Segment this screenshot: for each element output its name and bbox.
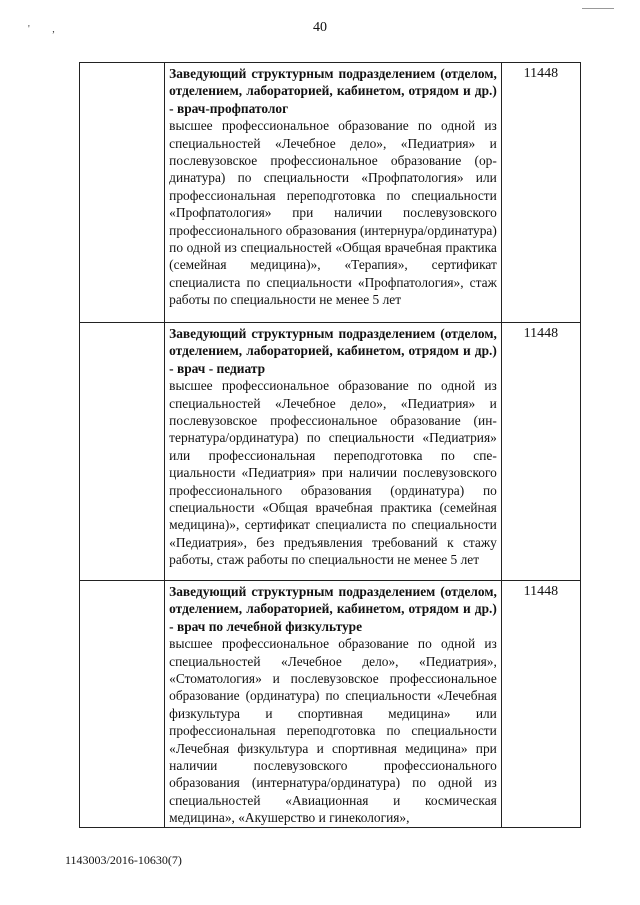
requirements-cell xyxy=(165,581,502,828)
code-cell xyxy=(501,581,580,828)
document-footer-id: 1143003/2016-10630(7) xyxy=(65,853,182,867)
requirements-text: высшее профессиональное образование по одной из специальностей «Лечебное дело», «Педиатрия» и послевузовское профессиональное образование (интернатура/ординатура) по специальности «Педиатрия» или профессиональная переподготовка по специальности «Педиатрия» при наличии послевузовского профессионального образования (ординатура) по специальности «Общая врачебная практика (семейная медицина)», сертификат специалиста по специальности «Педиатрия», без предъявления требований к стажу работы, стаж работы по специальности не менее 5 лет xyxy=(169,378,497,568)
table-row xyxy=(80,581,581,828)
qualification-table xyxy=(79,62,581,828)
position-code: 11448 xyxy=(523,66,559,81)
table-row xyxy=(80,323,581,581)
requirements-text: высшее профессиональное образование по одной из специальностей «Лечебное дело», «Педиатрия» и послевузовское профессиональное образование (ординатура) по специальности «Профпатология» или профессиональная переподготовка по специальности «Профпатология» при наличии послевузовского профессионального образования (интернура/ординатура) по одной из специальностей «Общая врачебная практика (семейная медицина)», «Терапия», сертификат специалиста по специальности «Профпатология», стаж работы по специальности не менее 5 лет xyxy=(169,118,497,308)
empty-cell xyxy=(80,323,165,581)
code-cell xyxy=(501,63,580,323)
corner-mark xyxy=(582,8,614,9)
requirements-text: высшее профессиональное образование по одной из специальностей «Лечебное дело», «Педиатрия», «Стоматология» и послевузовское профессиональное образование (ординатура) по специальности «Лечебная физкультура и спортивная медицина» или профессиональная переподготовка по специальности «Лечебная физкультура и спортивная медицина» при наличии послевузовского профессионального образования (интернатура/ординатура) по одной из специальностей «Авиационная и космическая медицина», «Акушерство и гинекология», xyxy=(169,636,497,826)
code-cell xyxy=(501,323,580,581)
position-code: 11448 xyxy=(523,326,559,341)
requirements-cell xyxy=(165,63,502,323)
position-title: Заведующий структурным подразделением (отделом, отделением, лабораторией, кабинетом, отрядом и др.) - врач-профпатолог xyxy=(169,66,497,116)
position-code: 11448 xyxy=(523,584,559,599)
position-title: Заведующий структурным подразделением (отделом, отделением, лабораторией, кабинетом, отрядом и др.) - врач - педиатр xyxy=(169,326,497,376)
page-number: 40 xyxy=(313,20,327,35)
table-row xyxy=(80,63,581,323)
requirements-cell xyxy=(165,323,502,581)
empty-cell xyxy=(80,63,165,323)
scan-marks: ' , xyxy=(28,24,65,35)
empty-cell xyxy=(80,581,165,828)
position-title: Заведующий структурным подразделением (отделом, отделением, лабораторией, кабинетом, отрядом и др.) - врач по лечебной физкультуре xyxy=(169,584,497,634)
